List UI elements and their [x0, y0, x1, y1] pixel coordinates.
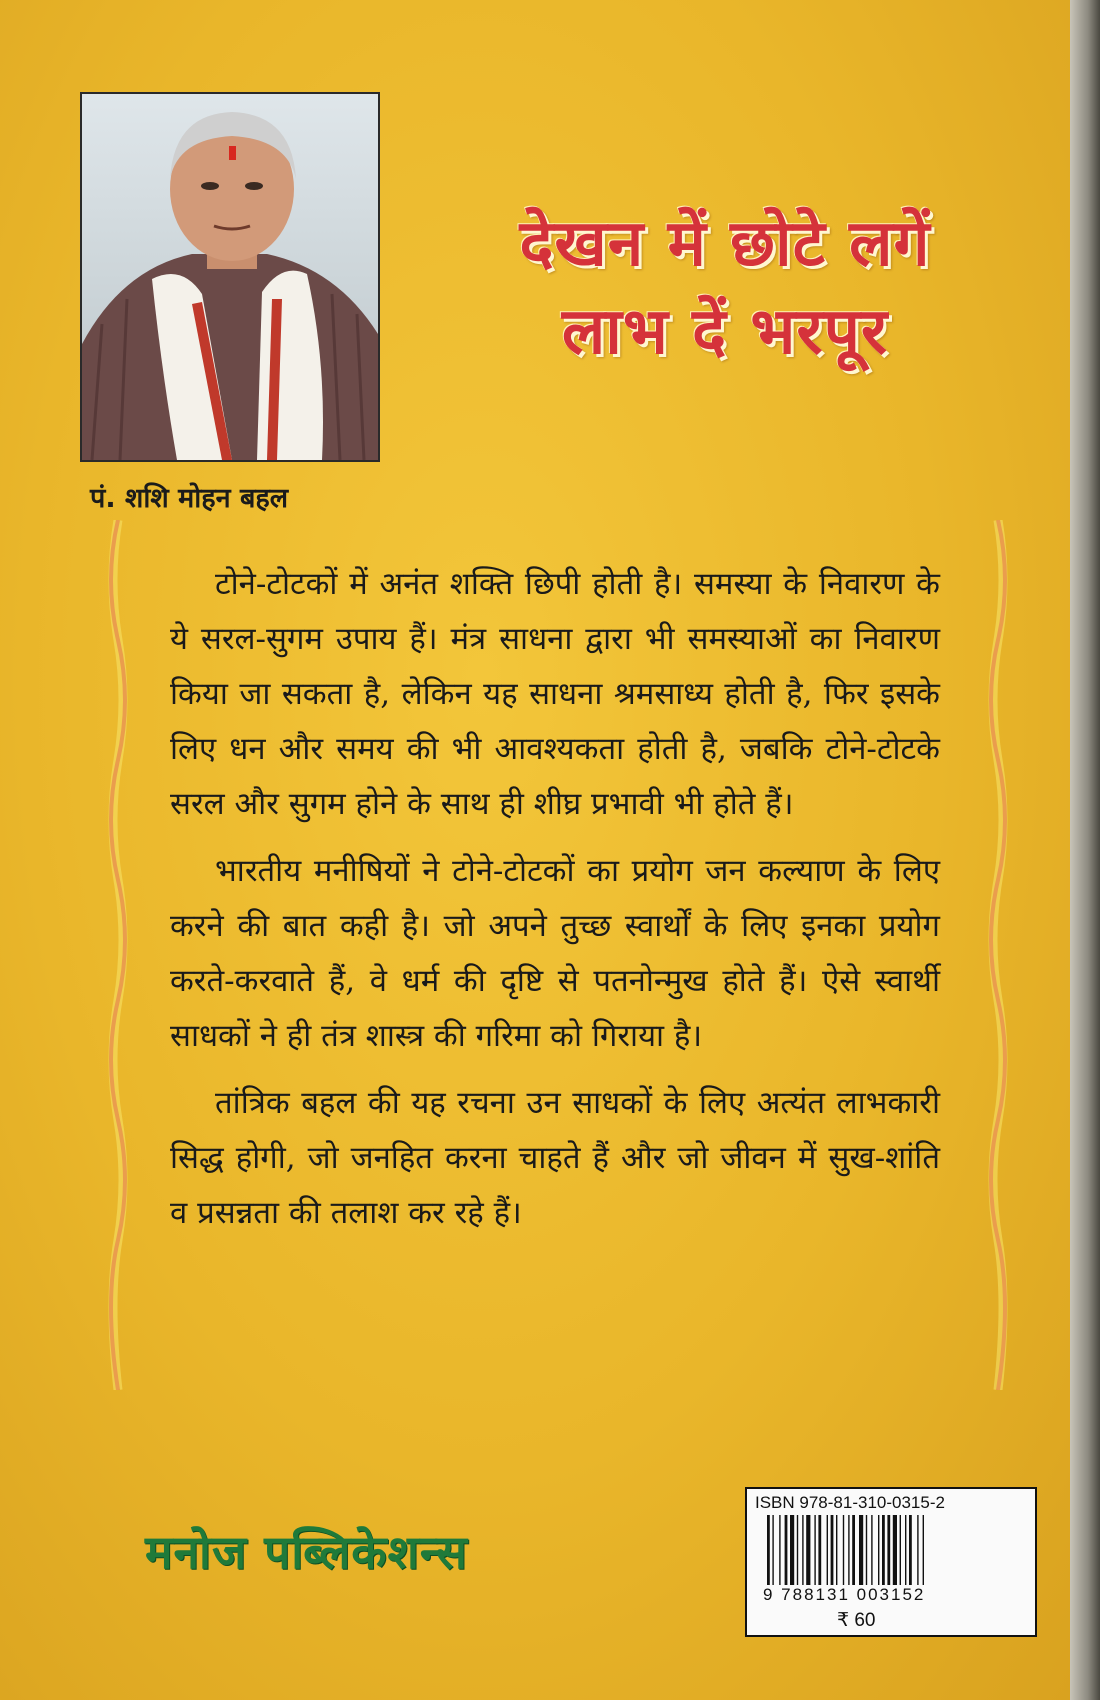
- book-title: [395, 200, 1055, 376]
- price-label: ₹ 60: [837, 1610, 876, 1631]
- barcode-number: 9 788131 003152: [763, 1585, 926, 1604]
- decorative-flame-border-left: [100, 520, 136, 1390]
- book-page-edge: [1070, 0, 1100, 1700]
- blurb-paragraph-1: टोने-टोटकों में अनंत शक्ति छिपी होती है। समस्या के निवारण के ये सरल-सुगम उपाय हैं। मंत्र साधना द्वारा भी समस्याओं का निवारण किया जा सकता है, लेकिन यह साधना श्रमसाध्य होती है, फिर इसके लिए धन और समय की भी आवश्यकता होती है, जबकि टोने-टोटके सरल और सुगम होने के साथ ही शीघ्र प्रभावी भी होते हैं।: [170, 566, 940, 822]
- decorative-flame-border-right: [980, 520, 1016, 1390]
- author-portrait-illustration: [82, 94, 378, 460]
- title-line-2: लाभ दें भरपूर: [561, 295, 889, 369]
- barcode-image: [765, 1515, 1023, 1585]
- blurb-paragraph-2: भारतीय मनीषियों ने टोने-टोटकों का प्रयोग जन कल्याण के लिए करने की बात कही है। जो अपने तुच्छ स्वार्थों के लिए इनका प्रयोग करते-करवाते हैं, वे धर्म की दृष्टि से पतनोन्मुख होते हैं। ऐसे स्वार्थी साधकों ने ही तंत्र शास्त्र की गरिमा को गिराया है।: [170, 853, 940, 1054]
- author-photo: [80, 92, 380, 462]
- publisher-name: मनोज पब्लिकेशन्स: [145, 1525, 468, 1579]
- isbn-label: ISBN 978-81-310-0315-2: [755, 1493, 945, 1512]
- author-name: पं. शशि मोहन बहल: [90, 483, 289, 514]
- title-line-1: देखन में छोटे लगें: [519, 207, 931, 281]
- blurb-paragraph-3: तांत्रिक बहल की यह रचना उन साधकों के लिए अत्यंत लाभकारी सिद्ध होगी, जो जनहित करना चाहते हैं और जो जीवन में सुख-शांति व प्रसन्नता की तलाश कर रहे हैं।: [170, 1085, 940, 1231]
- blurb-text: [170, 557, 940, 1253]
- isbn-barcode-box: [745, 1487, 1037, 1637]
